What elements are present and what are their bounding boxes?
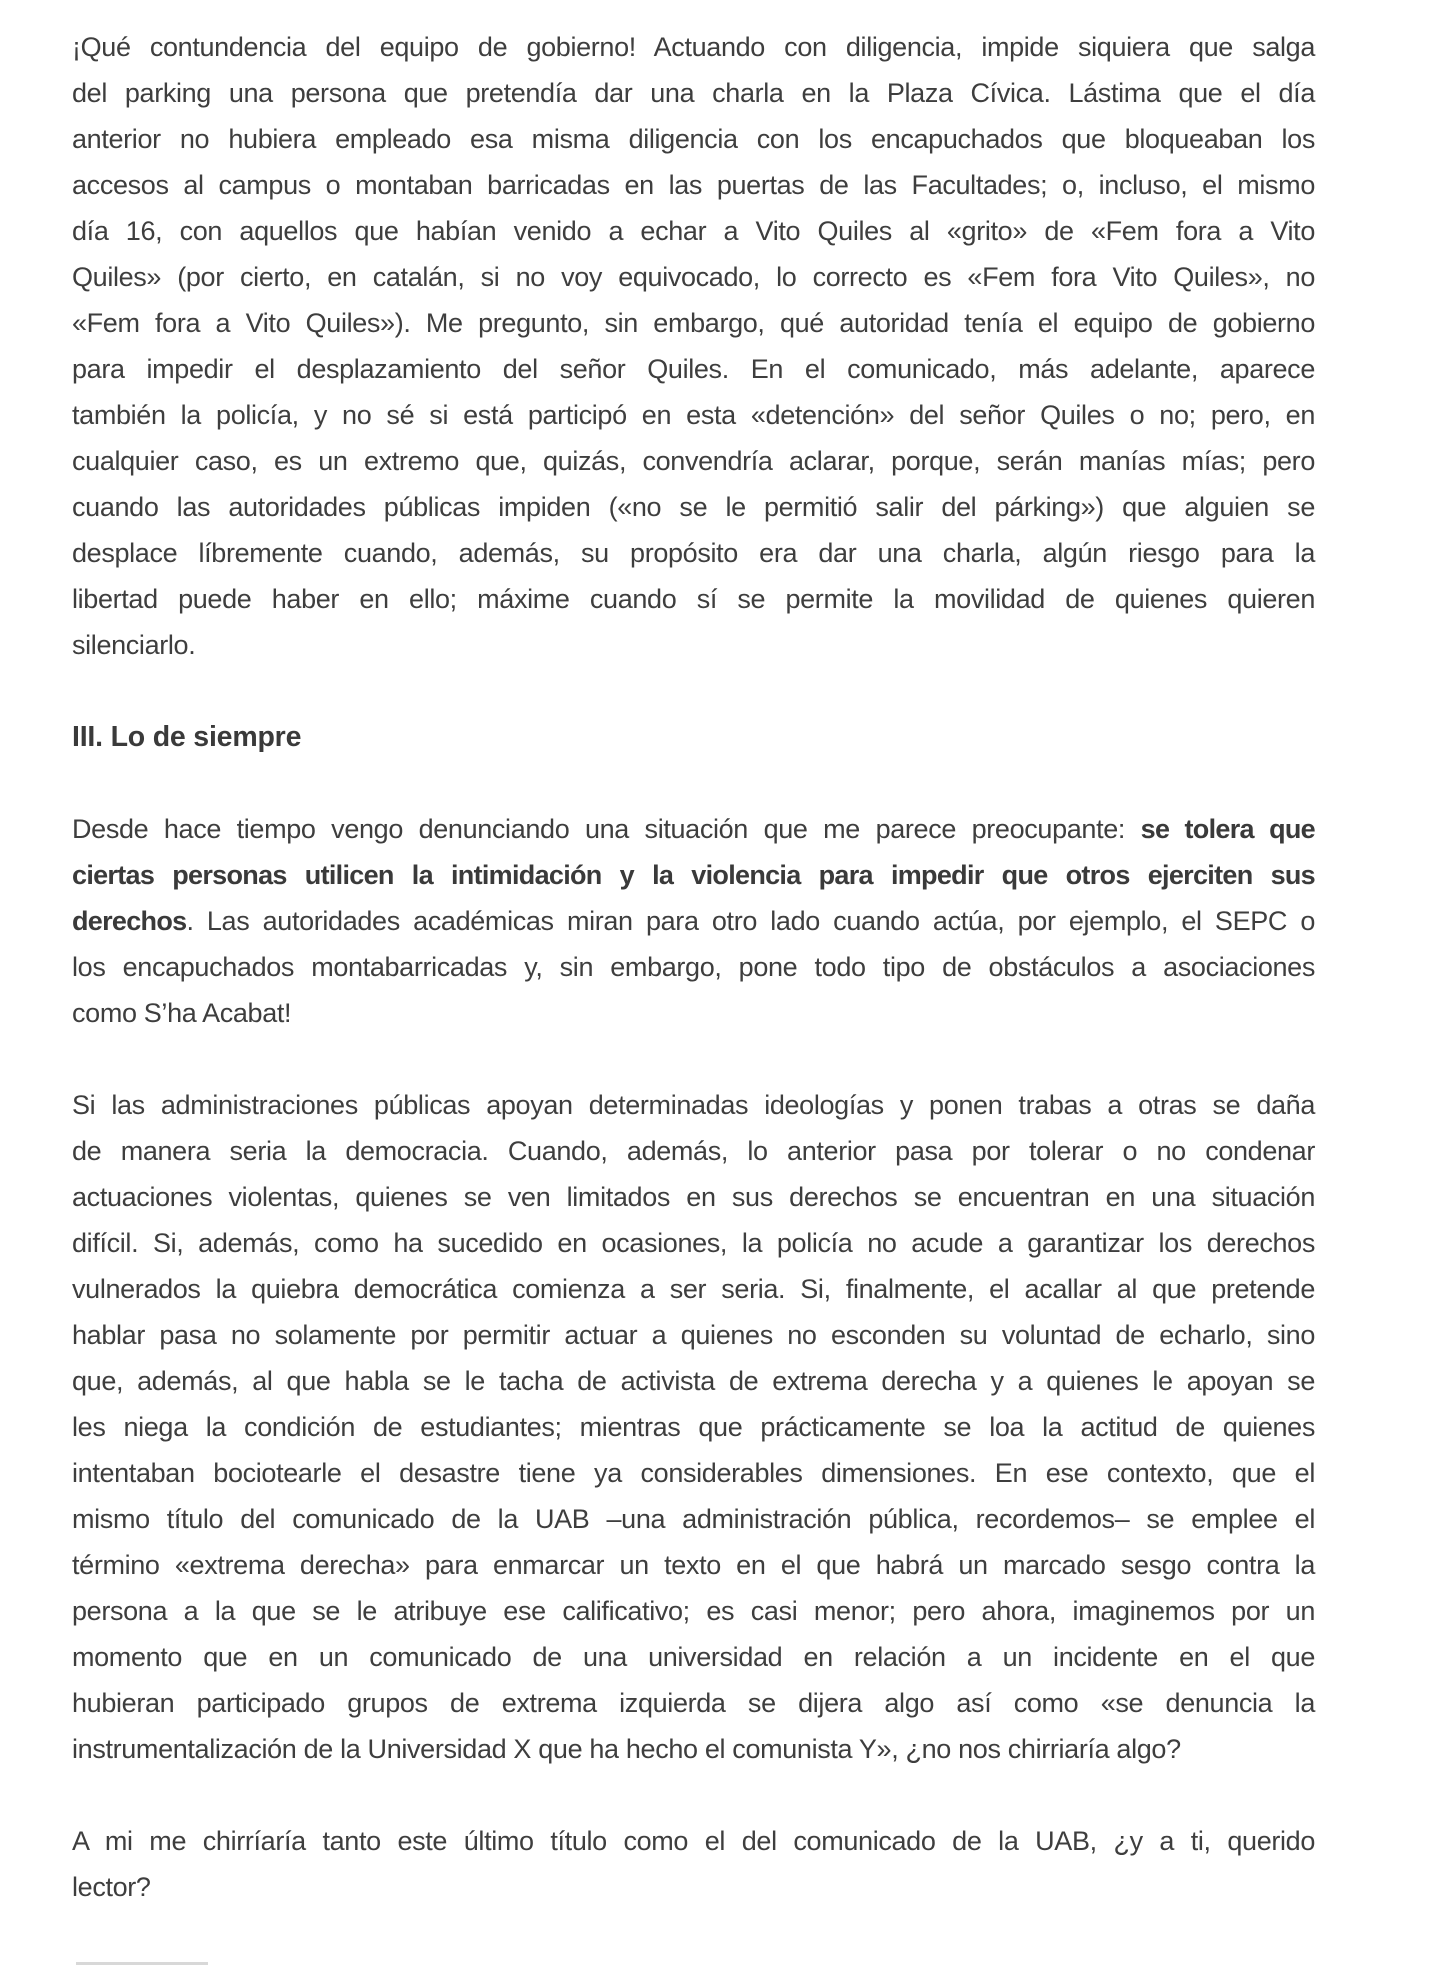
text-line: para impedir el desplazamiento del señor Quiles. En el comunicado, más adelante, aparece bbox=[72, 354, 1315, 384]
text-line: «Fem fora a Vito Quiles»). Me pregunto, sin embargo, qué autoridad tenía el equipo de gobierno bbox=[72, 308, 1315, 338]
text-line: como S’ha Acabat! bbox=[72, 998, 292, 1028]
text-line: persona a la que se le atribuye ese calificativo; es casi menor; pero ahora, imaginemos por un bbox=[72, 1596, 1315, 1626]
text-line: Si las administraciones públicas apoyan determinadas ideologías y ponen trabas a otras se daña bbox=[72, 1090, 1315, 1120]
text-line: cualquier caso, es un extremo que, quizás, convendría aclarar, porque, serán manías mías; pero bbox=[72, 446, 1315, 476]
paragraph bbox=[72, 1082, 1315, 1772]
text-line: del parking una persona que pretendía dar una charla en la Plaza Cívica. Lástima que el día bbox=[72, 78, 1315, 108]
paragraph bbox=[72, 806, 1315, 1036]
divider-line bbox=[76, 1962, 208, 1965]
text-line: A mi me chirríaría tanto este último título como el del comunicado de la UAB, ¿y a ti, querido bbox=[72, 1826, 1315, 1856]
text-line: silenciarlo. bbox=[72, 630, 196, 660]
text-line: hubieran participado grupos de extrema izquierda se dijera algo así como «se denuncia la bbox=[72, 1688, 1315, 1718]
text-line: mismo título del comunicado de la UAB –una administración pública, recordemos– se emplee el bbox=[72, 1504, 1315, 1534]
text-line: ¡Qué contundencia del equipo de gobierno! Actuando con diligencia, impide siquiera que salga bbox=[72, 32, 1315, 62]
text-line: Quiles» (por cierto, en catalán, si no voy equivocado, lo correcto es «Fem fora Vito Quiles», no bbox=[72, 262, 1315, 292]
text-line: momento que en un comunicado de una universidad en relación a un incidente en el que bbox=[72, 1642, 1315, 1672]
paragraph bbox=[72, 1818, 1315, 1910]
text-line: lector? bbox=[72, 1872, 151, 1902]
text-line: accesos al campus o montaban barricadas en las puertas de las Facultades; o, incluso, el mismo bbox=[72, 170, 1315, 200]
text-line: también la policía, y no sé si está participó en esta «detención» del señor Quiles o no; pero, en bbox=[72, 400, 1315, 430]
bold-text: ciertas personas utilicen la intimidación y la violencia para impedir que otros ejerciten sus bbox=[72, 860, 1315, 890]
text-line: libertad puede haber en ello; máxime cuando sí se permite la movilidad de quienes quieren bbox=[72, 584, 1315, 614]
text-line: les niega la condición de estudiantes; mientras que prácticamente se loa la actitud de quienes bbox=[72, 1412, 1315, 1442]
text-line: de manera seria la democracia. Cuando, además, lo anterior pasa por tolerar o no condenar bbox=[72, 1136, 1315, 1166]
text-line: difícil. Si, además, como ha sucedido en ocasiones, la policía no acude a garantizar los derechos bbox=[72, 1228, 1315, 1258]
bold-text: derechos bbox=[72, 906, 187, 936]
text-line: hablar pasa no solamente por permitir actuar a quienes no esconden su voluntad de echarlo, sino bbox=[72, 1320, 1315, 1350]
text-line: actuaciones violentas, quienes se ven limitados en sus derechos se encuentran en una situación bbox=[72, 1182, 1315, 1212]
section-heading: III. Lo de siempre bbox=[72, 721, 302, 753]
paragraph bbox=[72, 24, 1315, 668]
article-body bbox=[72, 0, 1315, 1965]
text-line: anterior no hubiera empleado esa misma diligencia con los encapuchados que bloqueaban los bbox=[72, 124, 1315, 154]
text-line: instrumentalización de la Universidad X que ha hecho el comunista Y», ¿no nos chirriaría algo? bbox=[72, 1734, 1181, 1764]
text-line: término «extrema derecha» para enmarcar un texto en el que habrá un marcado sesgo contra la bbox=[72, 1550, 1315, 1580]
text-line: vulnerados la quiebra democrática comienza a ser seria. Si, finalmente, el acallar al que pretende bbox=[72, 1274, 1315, 1304]
text-line bbox=[72, 852, 1315, 898]
text-line: desplace líbremente cuando, además, su propósito era dar una charla, algún riesgo para la bbox=[72, 538, 1315, 568]
text-line: que, además, al que habla se le tacha de activista de extrema derecha y a quienes le apoyan se bbox=[72, 1366, 1315, 1396]
text-line: cuando las autoridades públicas impiden («no se le permitió salir del párking») que alguien se bbox=[72, 492, 1315, 522]
text-line: intentaban bociotearle el desastre tiene ya considerables dimensiones. En ese contexto, que el bbox=[72, 1458, 1315, 1488]
text-line: derechos. Las autoridades académicas miran para otro lado cuando actúa, por ejemplo, el SEPC o bbox=[72, 906, 1315, 936]
text-line: Desde hace tiempo vengo denunciando una situación que me parece preocupante: se tolera que bbox=[72, 814, 1315, 844]
text-line: día 16, con aquellos que habían venido a echar a Vito Quiles al «grito» de «Fem fora a Vito bbox=[72, 216, 1315, 246]
text-line: los encapuchados montabarricadas y, sin embargo, pone todo tipo de obstáculos a asociaciones bbox=[72, 952, 1315, 982]
bold-text: se tolera que bbox=[1140, 814, 1315, 844]
